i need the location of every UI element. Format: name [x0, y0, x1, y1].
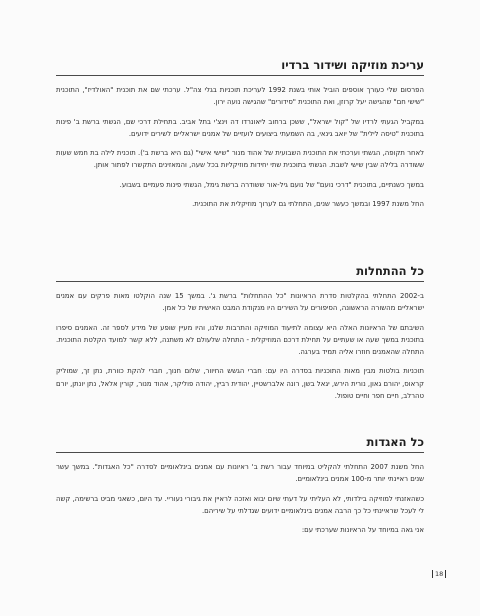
- page-number-bar: [445, 570, 446, 578]
- title-underline: [56, 75, 424, 76]
- section-all-beginnings: [56, 264, 424, 409]
- section-title: עריכת מוזיקה ושידור ברדיו: [281, 58, 424, 72]
- section-all-legends: [56, 435, 424, 543]
- paragraph: תוכניות בולטות מבין מאות התוכניות בסדרה היו עם: חברי הגשש החיוור, שלום חנוך, חברי להקת כוורת, נתן זך, שמוליק קראוס, יהורם גאון, נורית הירש, יגאל בשן, רונה אלברשטיין, יהודית רביץ, יהודה פוליקר, אהוד מנור, קורין אלאל, נתן יונתן, יורם טהרלב, חיים חפר וחיים טופול.: [56, 367, 424, 400]
- page-number-value: 18: [435, 570, 444, 578]
- title-underline: [56, 281, 424, 282]
- section-body: [56, 84, 424, 210]
- section-body: [56, 290, 424, 402]
- paragraph: השיבתם של הראיונות האלה היא עצומה לתיעוד המוזיקה והתרבות שלנו, והיו מעיין שופע של מידע לספר זה. האמנים סיפרו בתוכנית במשך שעה או שעתיים על תחילת דרכם המוזיקלית - התחלה שלעולם לא משתנה, ללא קשר למועד הקלטת התוכנית. התחלה שהאמנים חוזרו אליה תמיד בערגה.: [56, 323, 424, 357]
- paragraph: אני גאה במיוחד על הראיונות שערכתי עם:: [301, 526, 424, 535]
- page-number: [430, 570, 448, 578]
- paragraph: ב-2002 התחלתי בהקלטות סדרת הראיונות "כל ההתחלות" ברשת ג'. במשך 15 שנה הוקלטו מאות פרקים עם אמנים ישראליים מהשורה הראשונה, הסיפורים על השירים היו מנקודת המבט האישית של כל אמן.: [56, 292, 425, 313]
- paragraph: במקביל הגעתי לרדיו של "קול ישראל", ששכן ברחוב ליאונרדו דה וינצ'י בתל אביב. בתחילת דרכי שם, הגשתי ברשת ב' פינות בתוכנית "טיסה לילית" של יואב גינאי, בה השמעתי ביצועים לועזיים של אמנים ישראליים לשירים ידועים.: [56, 117, 424, 138]
- section-title: כל האגדות: [366, 435, 424, 449]
- paragraph: הפרסום שלי כעורך אוספים הוביל אותי בשנת 1992 לעריכת תוכניות בגלי צה"ל. ערכתי שם את תוכנית "האולדיז", התוכנית "שישי חם" שהגישה יעל קרוזן, ואת התוכנית "סידורים" שהגישה נועה ירון.: [56, 86, 424, 107]
- section-body: [56, 461, 424, 536]
- paragraph: במשך כשנתיים, בתוכנית "דרכי נועם" של נועם גיל-אור ששודרה ברשת גימל, הגשתי פינות פעמיים בשבוע.: [119, 180, 424, 189]
- section-radio-editing: [56, 58, 424, 217]
- paragraph: החל משנת 2007 התחלתי להקליט במיוחד עבור רשת ב' ראיונות עם אמנים בינלאומיים לסדרה "כל האגדות". במשך עשר שנים ראיינתי יותר מ-100 אמנים בינלאומיים.: [56, 463, 424, 484]
- title-underline: [56, 452, 424, 453]
- section-title: כל ההתחלות: [356, 264, 424, 278]
- paragraph: החל משנת 1997 ובמשך כעשר שנים, התחלתי גם לערוך מוזיקלית את התוכנית.: [192, 199, 424, 208]
- paragraph: לאחר תקופה, הגשתי וערכתי את התוכנית השבועית של אהוד מנור "שישי אישי" (גם היא ברשת ב'). תוכנית לילה בת חמש שעות ששודרה בלילה שבין שישי לשבת. הגשתי בתוכנית שתי יחידות מוזיקליות בכל שעה, והמאזינים התקשרו לפתור אותן.: [56, 149, 424, 170]
- page-number-bar: [432, 570, 433, 578]
- paragraph: כשהאזנתי למוזיקה בילדותי, לא העליתי על דעתי שיום יבוא ואזכה לראיין את גיבורי נעוריי. עד היום, כשאני מביט ברשימה, קשה לי לעכל שראיינתי כל כך הרבה אמנים בינלאומיים ידועים שגדלתי על שיריהם.: [56, 494, 424, 515]
